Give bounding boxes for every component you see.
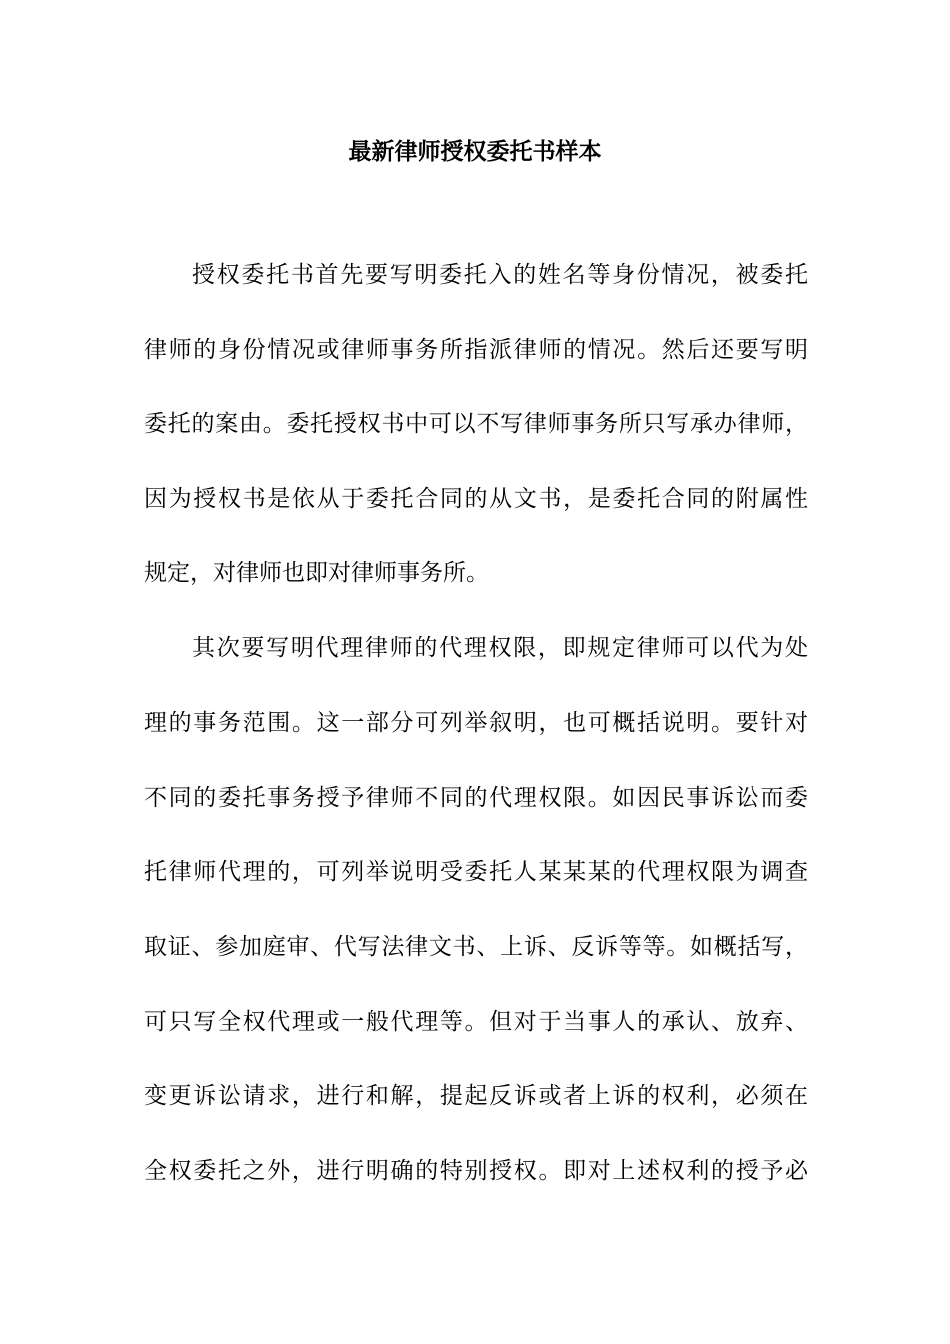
paragraph-2-line-7: 变更诉讼请求，进行和解，提起反诉或者上诉的权利，必须在 [144,1083,808,1109]
paragraph-2-line-3: 不同的委托事务授予律师不同的代理权限。如因民事诉讼而委 [144,785,808,811]
paragraph-2-line-2: 理的事务范围。这一部分可列举叙明，也可概括说明。要针对 [144,710,808,736]
paragraph-2-line-6: 可只写全权代理或一般代理等。但对于当事人的承认、放弃、 [144,1009,808,1035]
paragraph-2-line-5: 取证、参加庭审、代写法律文书、上诉、反诉等等。如概括写， [144,934,808,960]
paragraph-1-line-4: 因为授权书是依从于委托合同的从文书，是委托合同的附属性 [144,486,808,512]
document-title: 最新律师授权委托书样本 [348,138,602,165]
paragraph-2-line-1: 其次要写明代理律师的代理权限，即规定律师可以代为处 [192,635,808,661]
paragraph-1-line-2: 律师的身份情况或律师事务所指派律师的情况。然后还要写明 [144,337,808,363]
paragraph-2-line-4: 托律师代理的，可列举说明受委托人某某某的代理权限为调查 [144,859,808,885]
paragraph-2-line-8: 全权委托之外，进行明确的特别授权。即对上述权利的授予必 [144,1158,808,1184]
paragraph-1-line-5: 规定，对律师也即对律师事务所。 [144,560,489,586]
paragraph-1-line-1: 授权委托书首先要写明委托入的姓名等身份情况，被委托 [192,262,808,288]
paragraph-1-line-3: 委托的案由。委托授权书中可以不写律师事务所只写承办律师， [144,411,808,437]
